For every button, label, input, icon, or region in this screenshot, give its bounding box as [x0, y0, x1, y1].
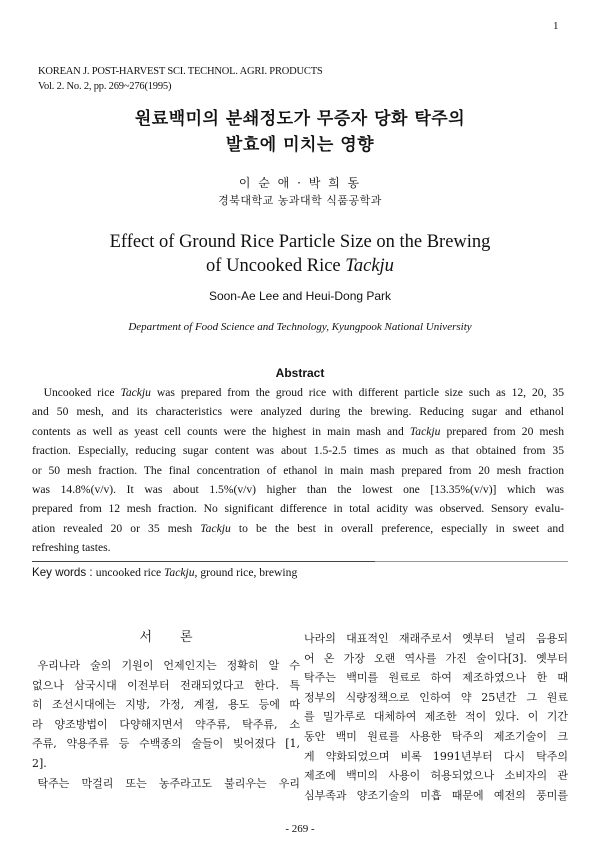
keywords-label: Key words : — [32, 566, 96, 579]
abstract-italic: Tackju — [120, 386, 151, 399]
abstract-text: prepared from 12 mesh fraction. No significant difference in total acidity was observed. Sensory evalu- — [32, 502, 564, 516]
title-korean-line1: 원료백미의 분쇄정도가 무증자 당화 탁주의 — [134, 109, 466, 129]
abstract-heading: Abstract — [275, 366, 325, 380]
body-line: 탁주는 백미를 원료로 하여 제조하였으나 한 때 — [304, 671, 568, 685]
body-line: 없으나 삼국시대 이전부터 전래되었다고 한다. 특 — [32, 678, 300, 692]
authors-english: Soon-Ae Lee and Heui-Dong Park — [208, 289, 392, 303]
abstract-line — [32, 499, 564, 518]
authors-korean: 이 순 애 · 박 희 동 — [238, 176, 362, 190]
body-line — [32, 774, 300, 794]
abstract-line — [32, 461, 564, 480]
title-english — [0, 230, 600, 278]
affiliation-english: Department of Food Science and Technology, Kyungpook National University — [128, 321, 472, 333]
title-english-line1: Effect of Ground Rice Particle Size on the Brewing — [109, 232, 491, 252]
abstract-line — [32, 519, 564, 538]
journal-header — [38, 64, 323, 94]
body-text: 우리나라 술의 기원이 언제인지는 정확히 알 수 — [37, 659, 300, 672]
title-korean — [0, 106, 600, 158]
body-text: 탁주는 막걸리 또는 농주라고도 불리우는 우리 — [37, 776, 300, 790]
body-line: 주류, 약용주류 등 수백종의 술들이 빚어졌다 [1, — [32, 737, 300, 751]
intro-right-column — [304, 629, 568, 805]
body-line: 게 약화되었으며 비록 1991년부터 다시 탁주의 — [304, 749, 568, 763]
abstract-divider-light — [375, 561, 568, 562]
body-line: 라 양조방법이 다양해지면서 약주류, 탁주류, 소 — [32, 717, 300, 731]
title-english-line2 — [0, 254, 600, 278]
body-line: 히 조선시대에는 지방, 가정, 계절, 용도 등에 따 — [32, 698, 300, 712]
page-number-bottom: - 269 - — [285, 823, 315, 835]
journal-volume: Vol. 2. No. 2, pp. 269~276(1995) — [38, 81, 172, 92]
keywords — [32, 566, 297, 579]
intro-left-column — [32, 656, 300, 793]
abstract-line — [32, 422, 564, 441]
body-line: 제조에 백미의 사용이 허용되었으나 소비자의 관 — [304, 769, 568, 783]
body-line: 심부족과 양조기술의 미흡 때문에 예전의 풍미를 — [304, 788, 568, 802]
abstract-text: was 14.8%(v/v). It was about 1.5%(v/v) higher than the lowest one [13.35%(v/v)] which was — [32, 482, 564, 496]
abstract-text: and 50 mesh, and its characteristics were analyzed during the brewing. Reducing sugar and ethanol — [32, 405, 564, 419]
abstract-text: ation revealed 20 or 35 mesh — [32, 521, 201, 535]
abstract-text: Uncooked rice — [43, 386, 121, 399]
body-line: 를 밀가루로 대체하여 제조한 적이 있다. 이 기간 — [304, 710, 568, 724]
abstract-italic: Tackju — [200, 521, 231, 535]
section-heading-introduction: 서론 — [139, 630, 221, 645]
abstract-text: was prepared from the groud rice with different particle size such as 12, 20, 35 — [150, 386, 564, 399]
abstract-line — [32, 383, 564, 402]
abstract-text: to be the best in overall preference, especially in sweet and — [230, 521, 564, 535]
body-line: 동안 백미 원료를 사용한 탁주의 제조기술이 크 — [304, 729, 568, 743]
keywords-text: uncooked rice — [95, 566, 165, 579]
body-line: 정부의 식량정책으로 인하여 약 25년간 그 원료 — [304, 690, 568, 704]
abstract-text: refreshing tastes. — [32, 541, 111, 555]
abstract-body — [32, 383, 564, 558]
title-korean-line2: 발효에 미치는 영향 — [225, 135, 375, 155]
body-line: 나라의 대표적인 재래주로서 옛부터 널리 음용되 — [304, 632, 568, 645]
title-english-line2-italic: Tackju — [345, 256, 394, 276]
body-line — [32, 656, 300, 676]
journal-name: KOREAN J. POST-HARVEST SCI. TECHNOL. AGRI. PRODUCTS — [38, 66, 323, 77]
abstract-line — [32, 441, 564, 460]
abstract-italic: Tackju — [409, 424, 441, 438]
abstract-text: contents as well as yeast cell counts were the highest in main mash and — [32, 424, 410, 438]
abstract-text: or 50 mesh fraction. The final concentration of ethanol in main mash prepared from 20 mesh fraction — [32, 463, 564, 477]
abstract-line — [32, 538, 564, 557]
body-line: 어 온 가장 오랜 역사를 가진 술이다[3]. 옛부터 — [304, 651, 568, 665]
abstract-text: fraction. Especially, reducing sugar content was about 1.5-2.5 times as much as that obtained from 35 — [32, 444, 564, 458]
abstract-text: prepared from 20 mesh — [440, 424, 564, 438]
body-line: 2]. — [32, 756, 47, 770]
keywords-italic: Tackju — [164, 566, 195, 579]
page-number-top: 1 — [553, 20, 559, 32]
title-english-line2-prefix: of Uncooked Rice — [206, 256, 346, 276]
affiliation-korean: 경북대학교 농과대학 식품공학과 — [218, 194, 382, 207]
keywords-text-end: , ground rice, brewing — [194, 566, 298, 579]
abstract-line — [32, 402, 564, 421]
abstract-line — [32, 480, 564, 499]
